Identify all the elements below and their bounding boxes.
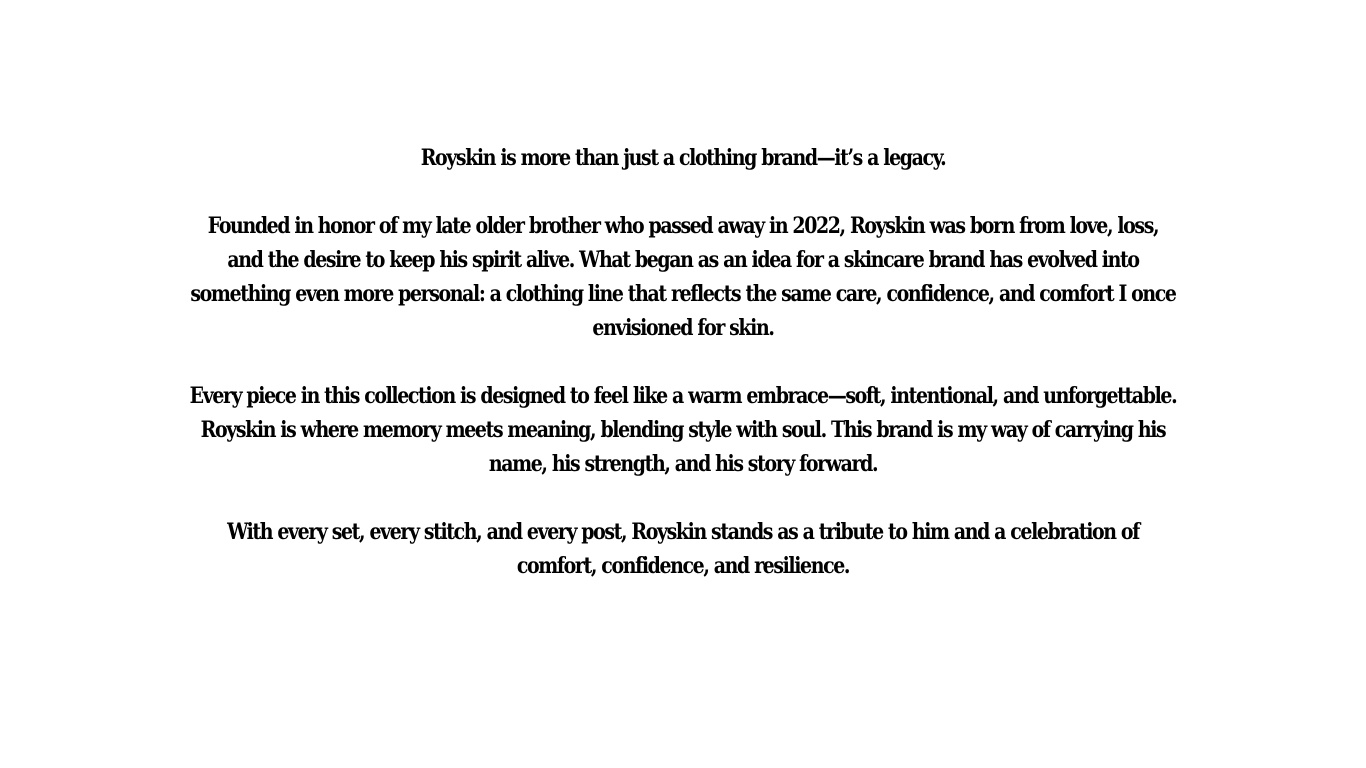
intro-paragraph: Royskin is more than just a clothing brand—it’s a legacy.	[420, 145, 946, 171]
founding-paragraph: Founded in honor of my late older brother who passed away in 2022, Royskin was born from love, loss, and the desire to keep his spirit alive. What began as an idea for a skincare brand has evolved into something even more personal: a clothing line that reflects the same care, confidence, and comfort I once envisioned for skin.	[190, 213, 1176, 341]
collection-paragraph: Every piece in this collection is designed to feel like a warm embrace—soft, intentional, and unforgettable. Royskin is where memory meets meaning, blending style with soul. This brand is my way of carrying his name, his strength, and his story forward.	[189, 383, 1177, 477]
about-section	[96, 141, 1271, 583]
tribute-paragraph: With every set, every stitch, and every post, Royskin stands as a tribute to him and a celebration of comfort, confidence, and resilience.	[227, 519, 1139, 579]
